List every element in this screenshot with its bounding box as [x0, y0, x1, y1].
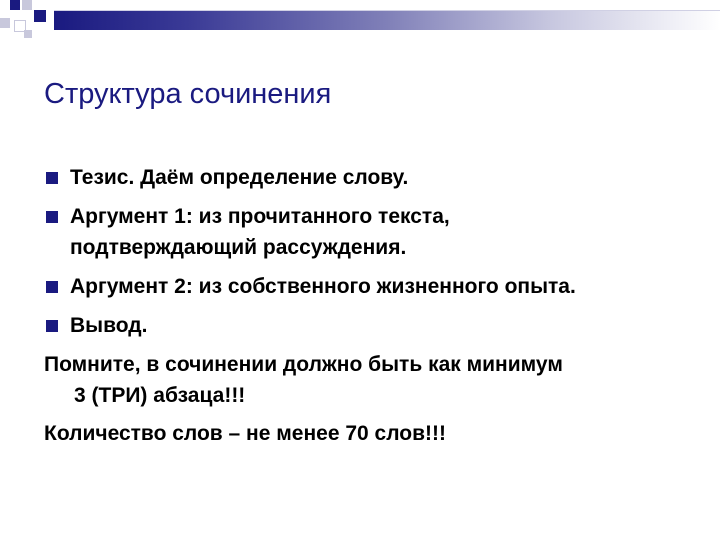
list-item: [44, 162, 714, 193]
decor-square-4: [0, 18, 10, 28]
bullet-text-line1: Аргумент 1: из прочитанного текста,: [70, 205, 450, 228]
slide-title: Структура сочинения: [44, 78, 332, 110]
word-count-text: Количество слов – не менее 70 слов!!!: [44, 422, 446, 445]
word-count-note: [44, 418, 714, 449]
bullet-text: Тезис. Даём определение слову.: [70, 166, 409, 189]
decor-square-2: [22, 0, 32, 10]
note-line1: Помните, в сочинении должно быть как минимум: [44, 353, 563, 376]
note-paragraph: [44, 349, 714, 411]
decor-square-1: [10, 0, 20, 10]
decor-square-6: [24, 30, 32, 38]
header-gradient-bar: [54, 10, 720, 30]
square-bullet-icon: [46, 320, 58, 332]
square-bullet-icon: [46, 172, 58, 184]
square-bullet-icon: [46, 281, 58, 293]
bullet-text: Вывод.: [70, 314, 148, 337]
note-line2: 3 (ТРИ) абзаца!!!: [74, 384, 246, 407]
square-bullet-icon: [46, 211, 58, 223]
bullet-text: Аргумент 2: из собственного жизненного опыта.: [70, 275, 576, 298]
list-item: [44, 310, 714, 341]
list-item: [44, 271, 714, 302]
bullet-text-line2: подтверждающий рассуждения.: [70, 236, 407, 259]
list-item: [44, 201, 714, 263]
slide-content: [44, 162, 714, 456]
decor-square-3: [34, 10, 46, 22]
header-bar-line: [54, 10, 720, 11]
